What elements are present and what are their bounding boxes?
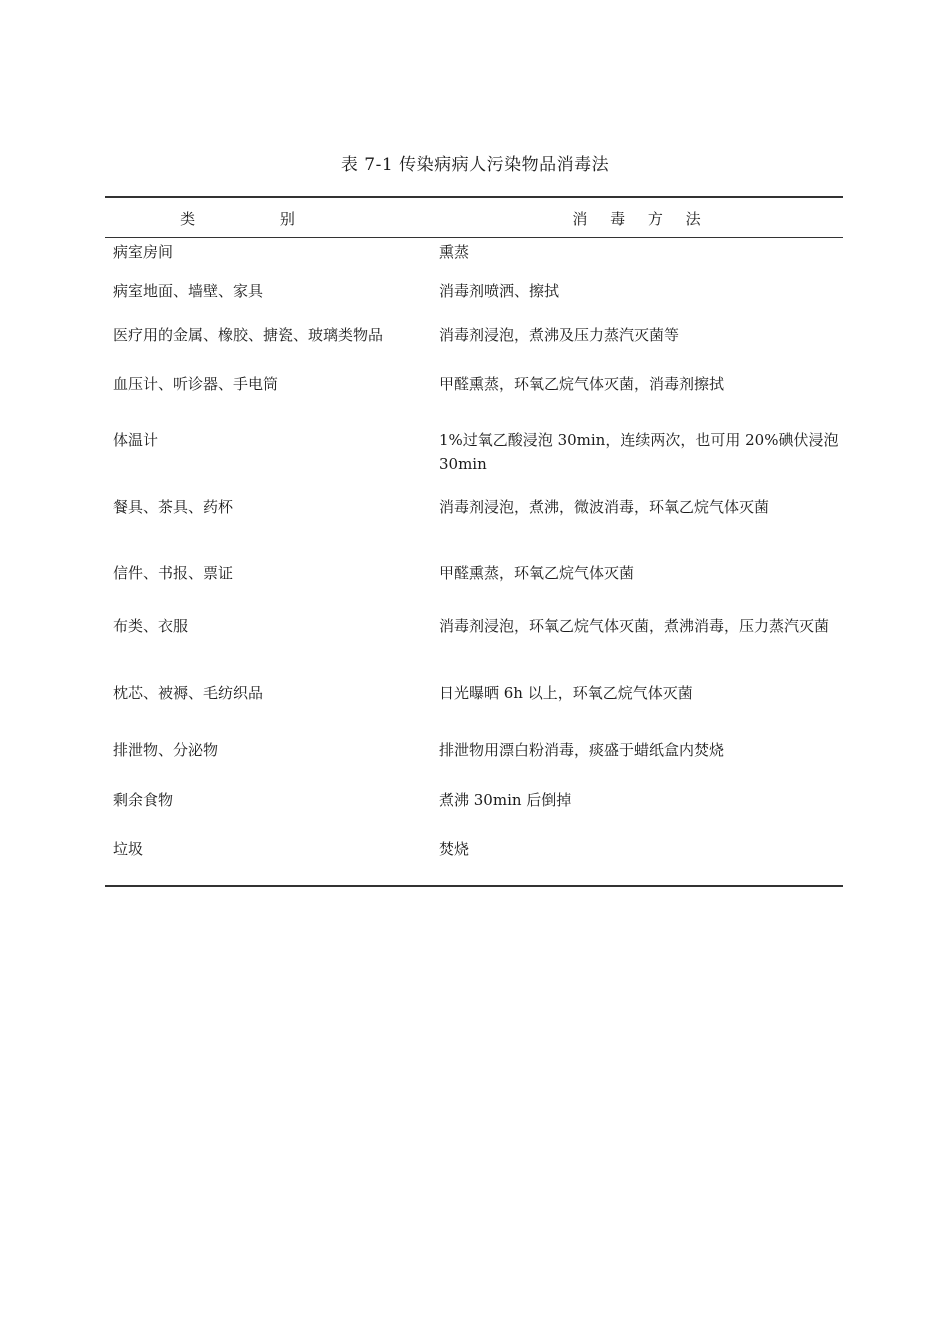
table-top-rule <box>105 196 843 198</box>
row-method: 1%过氧乙酸浸泡 30min，连续两次，也可用 20%碘伏浸泡 30min <box>439 431 839 473</box>
table-header-rule <box>105 237 843 238</box>
row-method: 消毒剂浸泡，煮沸及压力蒸汽灭菌等 <box>439 326 680 344</box>
row-category: 信件、书报、票证 <box>113 564 234 582</box>
row-method: 焚烧 <box>439 840 470 858</box>
row-method: 甲醛熏蒸，环氧乙烷气体灭菌 <box>439 564 635 582</box>
column-header-category: 类 别 <box>180 210 335 228</box>
row-category: 布类、衣服 <box>113 617 189 635</box>
row-category: 病室地面、墙壁、家具 <box>113 282 264 300</box>
row-method: 甲醛熏蒸，环氧乙烷气体灭菌，消毒剂擦拭 <box>439 375 725 393</box>
row-category: 餐具、茶具、药杯 <box>113 498 234 516</box>
row-method: 消毒剂浸泡，煮沸，微波消毒，环氧乙烷气体灭菌 <box>439 498 770 516</box>
row-method: 消毒剂喷洒、擦拭 <box>439 282 560 300</box>
row-category: 病室房间 <box>113 243 174 261</box>
row-category: 剩余食物 <box>113 791 174 809</box>
row-category: 排泄物、分泌物 <box>113 741 219 759</box>
row-category: 体温计 <box>113 431 159 449</box>
row-category: 血压计、听诊器、手电筒 <box>113 375 279 393</box>
row-method: 熏蒸 <box>439 243 470 261</box>
row-method: 消毒剂浸泡，环氧乙烷气体灭菌，煮沸消毒，压力蒸汽灭菌 <box>439 617 830 635</box>
row-method: 日光曝晒 6h 以上，环氧乙烷气体灭菌 <box>439 684 693 702</box>
row-method: 煮沸 30min 后倒掉 <box>439 791 572 809</box>
column-header-method: 消 毒 方 法 <box>572 210 710 228</box>
table-bottom-rule <box>105 885 843 887</box>
row-category: 垃圾 <box>113 840 144 858</box>
table-title: 表 7-1 传染病病人污染物品消毒法 <box>340 155 610 175</box>
row-method: 排泄物用漂白粉消毒，痰盛于蜡纸盒内焚烧 <box>439 741 725 759</box>
row-category: 枕芯、被褥、毛纺织品 <box>113 684 264 702</box>
row-category: 医疗用的金属、橡胶、搪瓷、玻璃类物品 <box>113 326 384 344</box>
